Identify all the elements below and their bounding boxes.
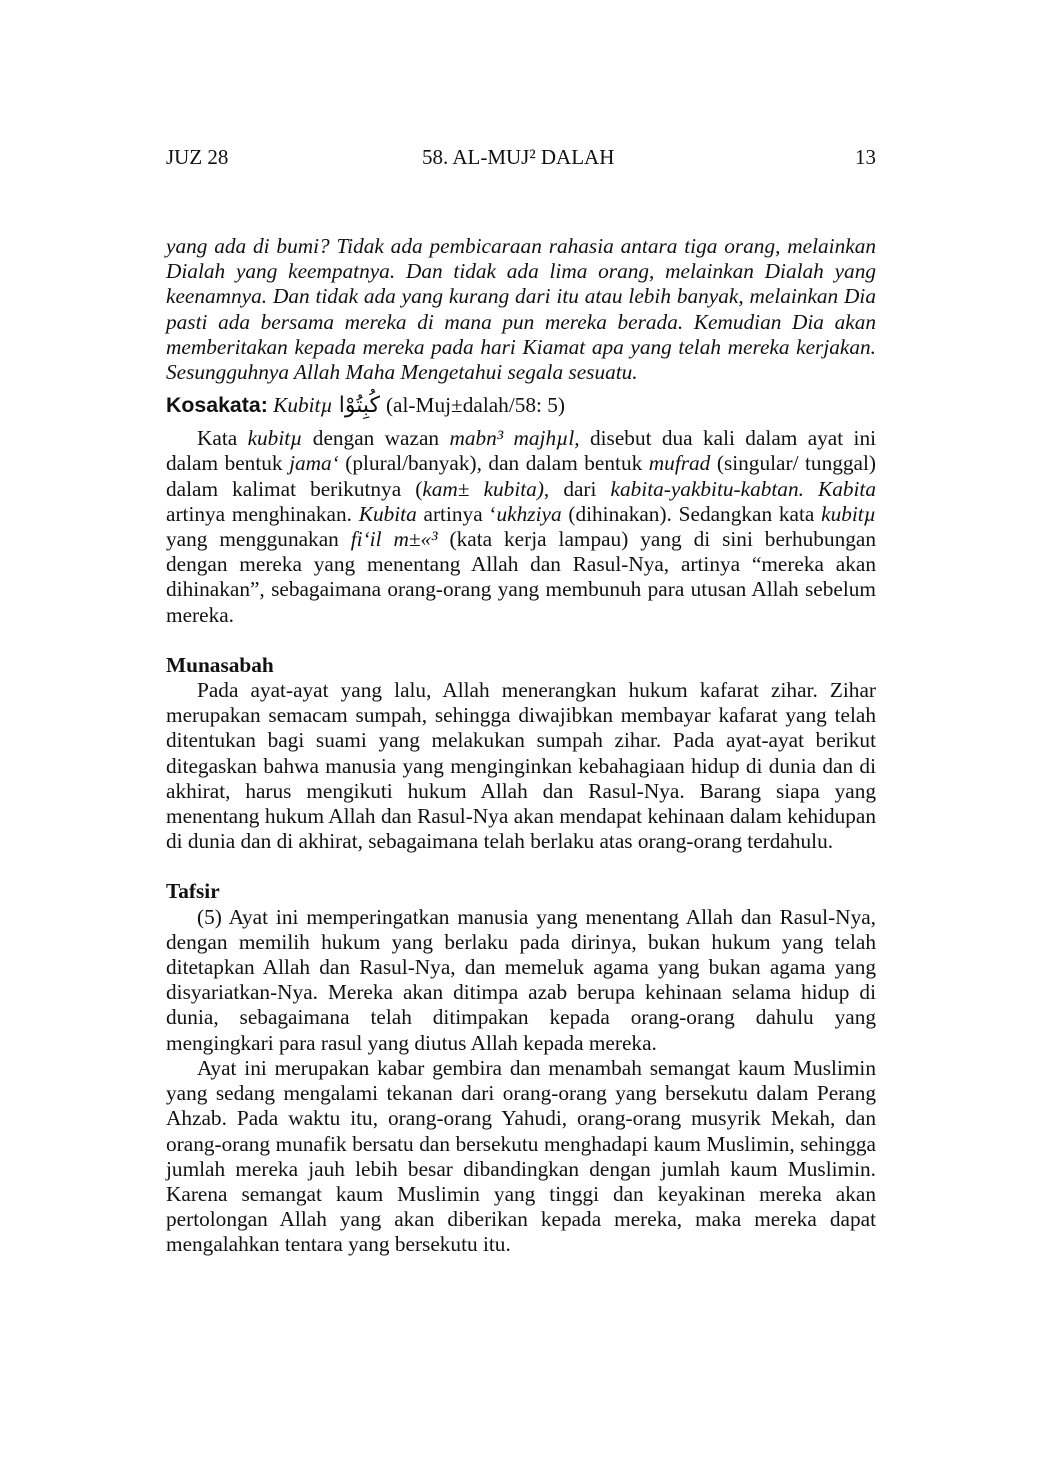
text-run: disebut dua kali dalam ayat ini dalam bentuk [166, 426, 877, 476]
kosakata-line [166, 389, 876, 421]
italic-term: jama‘ [289, 451, 339, 476]
italic-term: ukhziya [496, 501, 562, 526]
italic-term: kubitµ [247, 426, 303, 451]
kosakata-label: Kosakata: [166, 392, 268, 417]
kosakata-paragraph [166, 426, 876, 628]
tafsir-heading: Tafsir [166, 879, 220, 904]
munasabah-paragraph: Pada ayat-ayat yang lalu, Allah menerangkan hukum kafarat zihar. Zihar merupakan semacam sumpah, sehingga diwajibkan membayar kafarat yang telah ditentukan bagi suami yang melakukan sumpah zihar. Pada ayat-ayat berikut ditegaskan bahwa manusia yang menginginkan kebahagiaan hidup di dunia dan di akhirat, harus mengikuti hukum Allah dan Rasul-Nya. Barang siapa yang menentang hukum Allah dan Rasul-Nya akan mendapat kehinaan dalam kehidupan di dunia dan di akhirat, sebagaimana telah berlaku atas orang-orang terdahulu. [166, 678, 876, 854]
text-run: yang menggunakan [166, 527, 351, 552]
kosakata-reference: (al-Muj±dalah/58: 5) [385, 392, 566, 417]
page-header [166, 145, 876, 175]
juz-label: JUZ 28 [166, 145, 229, 169]
italic-term: fi‘il m±«³ [350, 527, 438, 552]
text-run: (kata kerja lampau) yang di sini berhubungan dengan mereka yang menentang Allah dan Rasul-Nya, artinya “mereka akan dihinakan”, sebagaimana orang-orang yang membunuh para utusan Allah sebelum mereka. [166, 527, 876, 627]
text-run: Kata [197, 426, 248, 451]
italic-term: Kubita [358, 501, 417, 526]
tafsir-paragraph: (5) Ayat ini memperingatkan manusia yang menentang Allah dan Rasul-Nya, dengan memilih hukum yang berlaku pada dirinya, bukan hukum yang telah ditetapkan Allah dan Rasul-Nya, dan memeluk agama yang bukan agama yang disyariatkan-Nya. Mereka akan ditimpa azab berupa kehinaan selama hidup di dunia, sebagaimana telah ditimpakan kepada orang-orang dahulu yang mengingkari para rasul yang diutus Allah kepada mereka. [166, 904, 876, 1055]
translation-text: yang ada di bumi? Tidak ada pembicaraan rahasia antara tiga orang, melainkan Dialah yang keempatnya. Dan tidak ada lima orang, melainkan Dialah yang keenamnya. Dan tidak ada yang kurang dari itu atau lebih banyak, melainkan Dia pasti ada bersama mereka di mana pun mereka berada. Kemudian Dia akan memberitakan kepada mereka pada hari Kiamat apa yang telah mereka kerjakan. Sesungguhnya Allah Maha Mengetahui segala sesuatu. [166, 234, 876, 385]
italic-term: mabn³ majhµl, [449, 426, 580, 451]
italic-term: Kabita [818, 476, 876, 501]
text-run: , dari [543, 476, 611, 501]
text-run: artinya menghinakan. [166, 501, 359, 526]
kosakata-arabic: كُبِتُوْا [338, 392, 380, 418]
italic-term: kubitµ [821, 501, 876, 526]
tafsir-section [166, 879, 876, 1257]
page-number: 13 [855, 145, 876, 169]
text-run: (singular/ tunggal) dalam kalimat berikutnya ( [166, 451, 876, 501]
kosakata-term: Kubitµ [273, 392, 333, 417]
munasabah-section [166, 653, 876, 855]
text-run: dengan wazan [302, 426, 450, 451]
italic-term: kabita-yakbitu-kabtan. [610, 476, 804, 501]
italic-term: mufrad [648, 451, 711, 476]
italic-term: kam± kubita) [422, 476, 544, 501]
text-run: (plural/banyak), dan dalam bentuk [338, 451, 649, 476]
tafsir-paragraph: Ayat ini merupakan kabar gembira dan menambah semangat kaum Muslimin yang sedang mengalami tekanan dari orang-orang yang bersekutu dalam Perang Ahzab. Pada waktu itu, orang-orang Yahudi, orang-orang musyrik Mekah, dan orang-orang munafik bersatu dan bersekutu menghadapi kaum Muslimin, sehingga jumlah mereka jauh lebih besar dibandingkan dengan jumlah kaum Muslimin. Karena semangat kaum Muslimin yang tinggi dan keyakinan mereka akan pertolongan Allah yang akan diberikan kepada mereka, maka mereka dapat mengalahkan tentara yang bersekutu itu. [166, 1055, 876, 1257]
surah-title: 58. AL-MUJ² DALAH [422, 145, 615, 169]
page-content [166, 234, 876, 1258]
munasabah-heading: Munasabah [166, 652, 274, 677]
text-run: (dihinakan). Sedangkan kata [561, 501, 822, 526]
text-run: artinya ‘ [416, 501, 497, 526]
text-run [804, 477, 818, 501]
